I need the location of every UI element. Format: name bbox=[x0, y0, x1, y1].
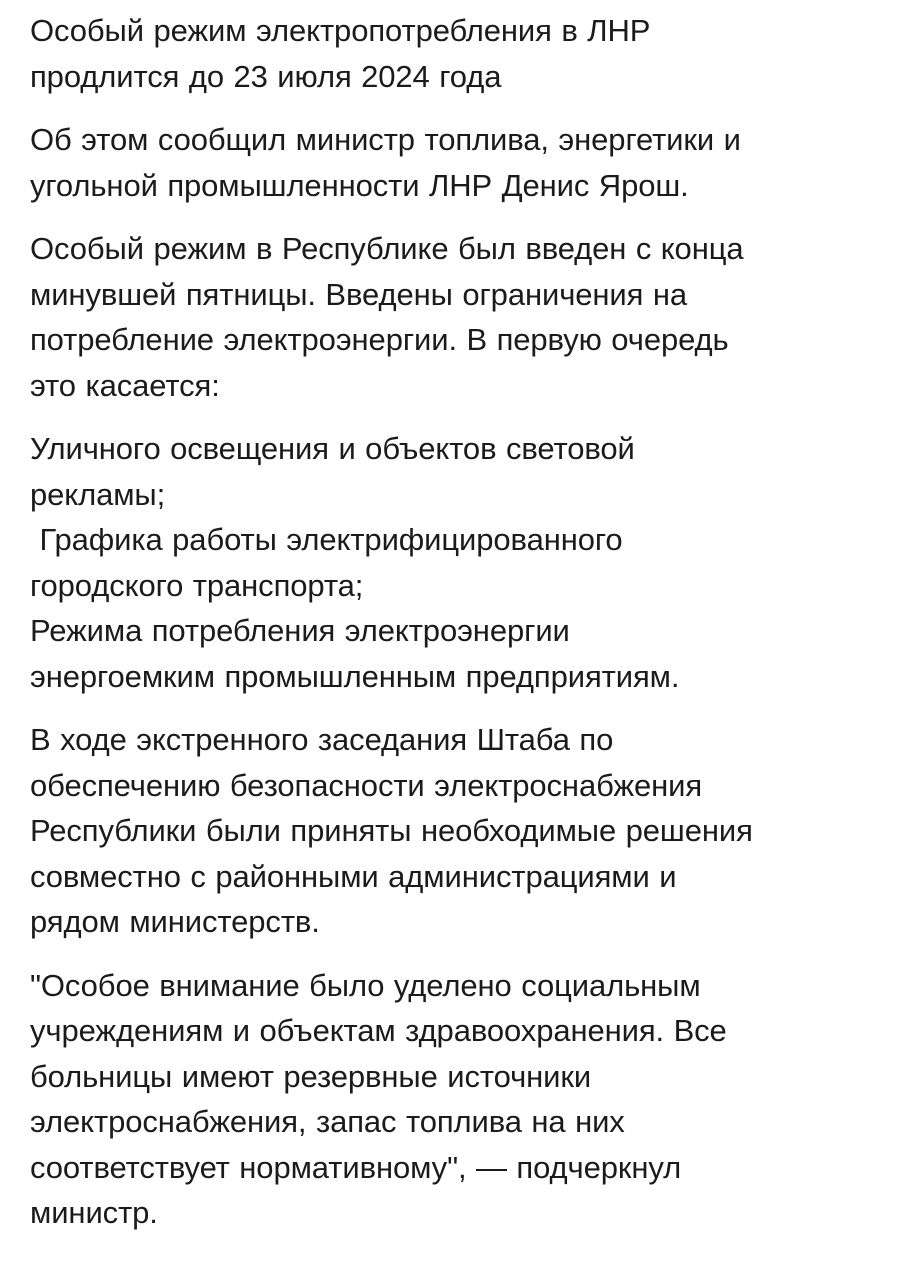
paragraph-line: соответствует нормативному", — подчеркнул bbox=[30, 1149, 682, 1185]
list-line: энергоемким промышленным предприятиям. bbox=[30, 658, 680, 694]
list-line: Графика работы электрифицированного bbox=[30, 522, 623, 557]
paragraph-line: больницы имеют резервные источники bbox=[30, 1058, 592, 1094]
list-line: городского транспорта; bbox=[30, 567, 364, 603]
paragraph-line: это касается: bbox=[30, 367, 220, 403]
paragraph-line: потребление электроэнергии. В первую очередь bbox=[30, 322, 729, 357]
headline-line: Особый режим электропотребления в ЛНР bbox=[30, 13, 651, 48]
paragraph-line: Особый режим в Республике был введен с конца bbox=[30, 231, 744, 266]
list-line: Уличного освещения и объектов световой bbox=[30, 431, 635, 466]
paragraph-line: министр. bbox=[30, 1195, 158, 1230]
paragraph-line: обеспечению безопасности электроснабжения bbox=[30, 767, 703, 803]
paragraph-line: Об этом сообщил министр топлива, энергетики и bbox=[30, 122, 741, 157]
paragraph-line: совместно с районными администрациями и bbox=[30, 858, 677, 894]
paragraph-regime bbox=[30, 226, 890, 408]
list-line: Режима потребления электроэнергии bbox=[30, 613, 570, 648]
paragraph-meeting bbox=[30, 717, 890, 945]
headline-line: продлится до 23 июля 2024 года bbox=[30, 58, 502, 94]
paragraph-quote bbox=[30, 963, 890, 1236]
paragraph-line: минувшей пятницы. Введены ограничения на bbox=[30, 276, 687, 312]
post-text bbox=[30, 8, 890, 1254]
paragraph-line: угольной промышленности ЛНР Денис Ярош. bbox=[30, 167, 689, 203]
restrictions-list bbox=[30, 426, 890, 699]
paragraph-line: рядом министерств. bbox=[30, 904, 320, 939]
paragraph-line: В ходе экстренного заседания Штаба по bbox=[30, 722, 614, 757]
paragraph-source bbox=[30, 117, 890, 208]
paragraph-line: электроснабжения, запас топлива на них bbox=[30, 1104, 625, 1139]
paragraph-line: "Особое внимание было уделено социальным bbox=[30, 967, 701, 1003]
list-line: рекламы; bbox=[30, 476, 166, 512]
paragraph-line: Республики были приняты необходимые решения bbox=[30, 813, 753, 848]
paragraph-line: учреждениям и объектам здравоохранения. Все bbox=[30, 1013, 727, 1048]
post-headline bbox=[30, 8, 890, 99]
